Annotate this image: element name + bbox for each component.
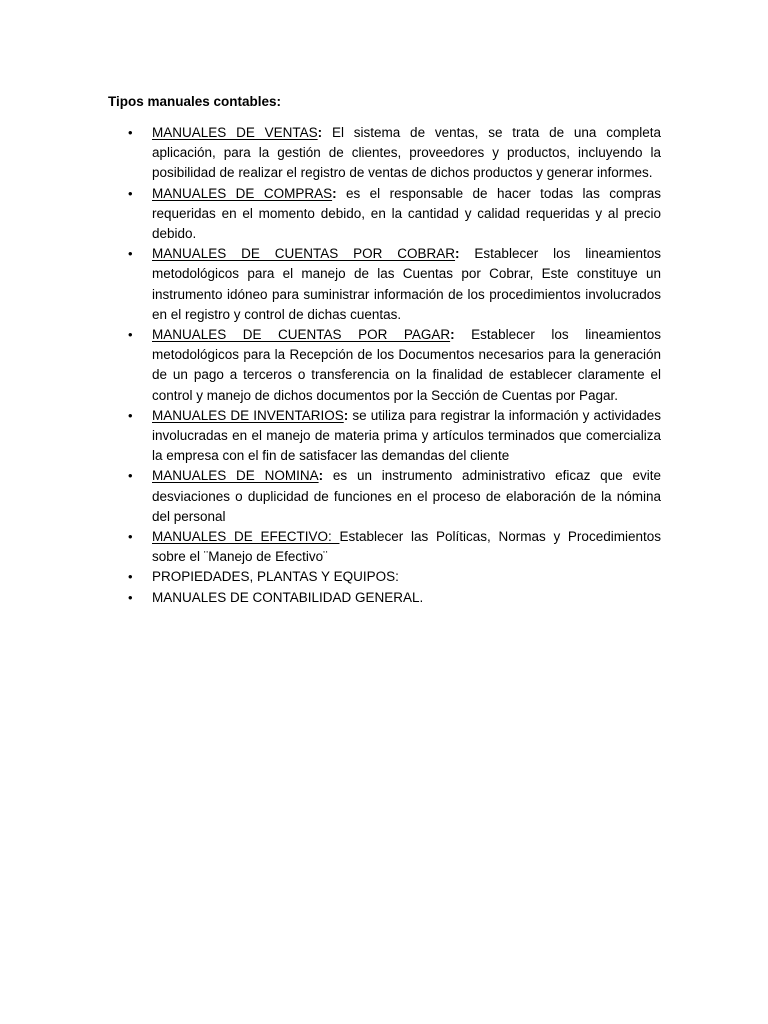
item-term: MANUALES DE CUENTAS POR PAGAR (152, 327, 451, 343)
list-item-cuentas-por-pagar (108, 325, 661, 406)
bullet: • (128, 589, 133, 605)
item-description: El sistema de ventas, se trata de una completa aplicación, para la gestión de clientes, proveedores y productos, incluyendo la posibilidad de realizar el registro de ventas de dichos productos y generar informes. (152, 125, 661, 181)
bullet: • (128, 529, 133, 545)
item-description: es un instrumento administrativo eficaz que evite desviaciones o duplicidad de funciones en el proceso de elaboración de la nómina del personal (152, 468, 662, 524)
list-item-nomina (108, 466, 661, 527)
bullet: • (128, 407, 133, 423)
document-title: Tipos manuales contables: (108, 94, 282, 109)
item-description: se utiliza para registrar la información y actividades involucradas en el manejo de materia prima y artículos terminados que comercializa la empresa con el fin de satisfacer las demandas del cliente (152, 407, 661, 464)
bullet: • (128, 246, 133, 262)
bullet: • (128, 125, 133, 140)
item-separator: : (455, 246, 460, 262)
item-separator: : (318, 468, 324, 484)
bullet: • (128, 468, 133, 484)
item-separator: : (343, 407, 349, 423)
list-item-cuentas-por-cobrar (108, 244, 661, 325)
item-description: Establecer los lineamientos metodológicos para el manejo de las Cuentas por Cobrar, Este constituye un instrumento idóneo para suministrar información de los procedimientos involucrados en el registro y control de dichas cuentas. (152, 246, 661, 322)
bullet: • (128, 327, 133, 343)
item-description: Establecer los lineamientos metodológicos para la Recepción de los Documentos necesarios para la generación de un pago a terceros o transferencia on la finalidad de establecer claramente el control y manejo de dichos documentos por la Sección de Cuentas por Pagar. (152, 327, 661, 403)
item-separator: : (317, 125, 323, 140)
item-term: MANUALES DE NOMINA (152, 468, 319, 484)
list-item-inventarios (108, 406, 661, 467)
list-item-efectivo (108, 527, 661, 567)
item-separator: : (332, 185, 337, 201)
bullet: • (128, 185, 133, 201)
item-term: MANUALES DE CUENTAS POR COBRAR (152, 246, 456, 262)
item-term: PROPIEDADES, PLANTAS Y EQUIPOS: (152, 569, 399, 585)
list-item-ventas (108, 123, 661, 184)
list-item-propiedades (108, 567, 661, 587)
item-term: MANUALES DE VENTAS (152, 125, 318, 140)
item-term: MANUALES DE COMPRAS (152, 185, 333, 201)
item-description: Establecer las Políticas, Normas y Procedimientos sobre el ¨Manejo de Efectivo¨ (152, 529, 661, 565)
item-term: MANUALES DE INVENTARIOS (152, 407, 344, 423)
bullet: • (128, 569, 133, 585)
item-separator: : (450, 327, 455, 343)
item-term: MANUALES DE CONTABILIDAD GENERAL. (152, 589, 424, 605)
item-term: MANUALES DE EFECTIVO: (152, 529, 340, 545)
list-item-compras (108, 184, 661, 245)
item-description: es el responsable de hacer todas las compras requeridas en el momento debido, en la cantidad y calidad requeridas y al precio debido. (152, 185, 661, 242)
manual-types-list (108, 123, 661, 608)
list-item-contabilidad-general (108, 588, 661, 608)
